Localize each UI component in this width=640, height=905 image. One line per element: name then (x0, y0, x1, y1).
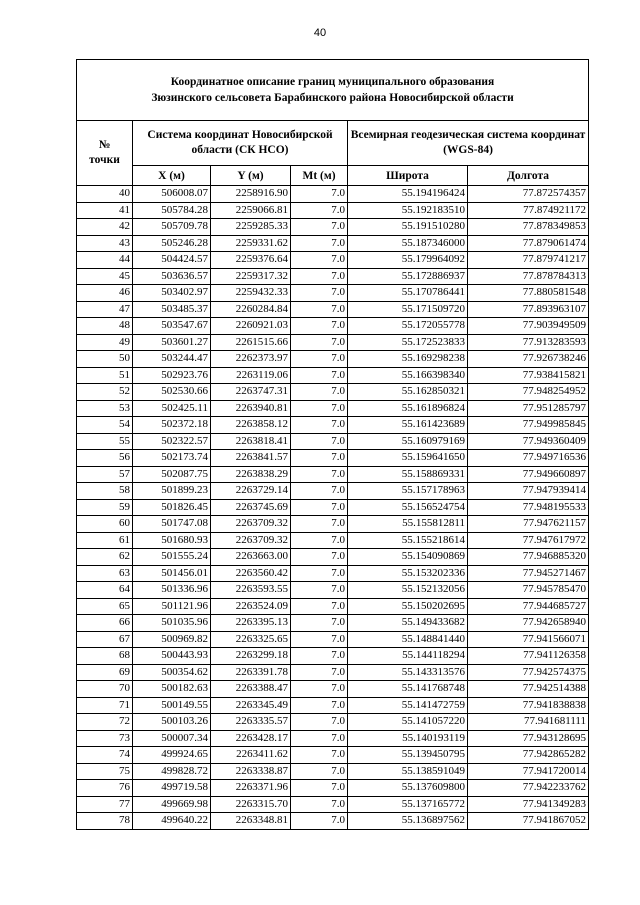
latitude-cell: 55.158869331 (348, 466, 468, 483)
x-cell: 503547.67 (133, 318, 211, 335)
longitude-cell: 77.872574357 (468, 186, 589, 203)
longitude-cell: 77.941566071 (468, 631, 589, 648)
mt-cell: 7.0 (291, 549, 348, 566)
y-cell: 2263709.32 (211, 532, 291, 549)
table-row (77, 565, 589, 582)
x-cell: 501035.96 (133, 615, 211, 632)
point-number-cell: 72 (77, 714, 133, 731)
point-number-cell: 64 (77, 582, 133, 599)
latitude-cell: 55.187346000 (348, 235, 468, 252)
x-cell: 503636.57 (133, 268, 211, 285)
latitude-cell: 55.194196424 (348, 186, 468, 203)
mt-cell: 7.0 (291, 433, 348, 450)
x-cell: 500007.34 (133, 730, 211, 747)
latitude-cell: 55.137609800 (348, 780, 468, 797)
mt-cell: 7.0 (291, 796, 348, 813)
longitude-cell: 77.903949509 (468, 318, 589, 335)
point-number-cell: 63 (77, 565, 133, 582)
mt-cell: 7.0 (291, 417, 348, 434)
longitude-cell: 77.941126358 (468, 648, 589, 665)
longitude-cell: 77.947621157 (468, 516, 589, 533)
longitude-cell: 77.879741217 (468, 252, 589, 269)
table-row (77, 664, 589, 681)
y-cell: 2263818.41 (211, 433, 291, 450)
x-cell: 502425.11 (133, 400, 211, 417)
latitude-cell: 55.154090869 (348, 549, 468, 566)
x-cell: 502322.57 (133, 433, 211, 450)
point-number-cell: 66 (77, 615, 133, 632)
x-cell: 505709.78 (133, 219, 211, 236)
point-number-cell: 61 (77, 532, 133, 549)
longitude-cell: 77.941867052 (468, 813, 589, 830)
table-title (77, 60, 589, 121)
longitude-cell: 77.942514388 (468, 681, 589, 698)
x-cell: 505246.28 (133, 235, 211, 252)
longitude-cell: 77.913283593 (468, 334, 589, 351)
table-row (77, 318, 589, 335)
y-cell: 2259376.64 (211, 252, 291, 269)
latitude-cell: 55.192183510 (348, 202, 468, 219)
table-body (77, 186, 589, 830)
y-cell: 2259317.32 (211, 268, 291, 285)
table-row (77, 648, 589, 665)
table-row (77, 301, 589, 318)
x-cell: 502923.76 (133, 367, 211, 384)
latitude-cell: 55.191510280 (348, 219, 468, 236)
x-cell: 506008.07 (133, 186, 211, 203)
point-number-cell: 78 (77, 813, 133, 830)
longitude-cell: 77.948254952 (468, 384, 589, 401)
longitude-cell: 77.949360409 (468, 433, 589, 450)
x-cell: 501336.96 (133, 582, 211, 599)
nso-system-header: Система координат Новосибирской области (СК НСО) (133, 121, 348, 166)
mt-cell: 7.0 (291, 202, 348, 219)
point-number-word: точки (89, 154, 120, 166)
y-cell: 2263371.96 (211, 780, 291, 797)
latitude-cell: 55.143313576 (348, 664, 468, 681)
latitude-cell: 55.144118294 (348, 648, 468, 665)
longitude-cell: 77.945271467 (468, 565, 589, 582)
longitude-cell: 77.893963107 (468, 301, 589, 318)
x-cell: 501899.23 (133, 483, 211, 500)
table-row (77, 582, 589, 599)
mt-cell: 7.0 (291, 730, 348, 747)
mt-cell: 7.0 (291, 615, 348, 632)
longitude-cell: 77.938415821 (468, 367, 589, 384)
x-cell: 504424.57 (133, 252, 211, 269)
table-row (77, 334, 589, 351)
y-cell: 2263428.17 (211, 730, 291, 747)
mt-cell: 7.0 (291, 400, 348, 417)
latitude-cell: 55.160979169 (348, 433, 468, 450)
table-row (77, 549, 589, 566)
latitude-cell: 55.166398340 (348, 367, 468, 384)
y-cell: 2263745.69 (211, 499, 291, 516)
table-row (77, 186, 589, 203)
mt-cell: 7.0 (291, 268, 348, 285)
point-number-cell: 46 (77, 285, 133, 302)
x-cell: 502173.74 (133, 450, 211, 467)
x-cell: 499828.72 (133, 763, 211, 780)
latitude-cell: 55.161896824 (348, 400, 468, 417)
table-row (77, 730, 589, 747)
latitude-cell: 55.148841440 (348, 631, 468, 648)
table-row (77, 400, 589, 417)
y-column-header: Y (м) (211, 166, 291, 186)
mt-cell: 7.0 (291, 598, 348, 615)
x-cell: 502530.66 (133, 384, 211, 401)
table-row (77, 499, 589, 516)
point-number-cell: 65 (77, 598, 133, 615)
point-number-cell: 43 (77, 235, 133, 252)
x-cell: 501555.24 (133, 549, 211, 566)
point-number-cell: 56 (77, 450, 133, 467)
table-row (77, 268, 589, 285)
table-row (77, 351, 589, 368)
point-number-cell: 44 (77, 252, 133, 269)
longitude-cell: 77.949716536 (468, 450, 589, 467)
y-cell: 2263338.87 (211, 763, 291, 780)
table-row (77, 450, 589, 467)
point-number-cell: 40 (77, 186, 133, 203)
x-cell: 500182.63 (133, 681, 211, 698)
table-row (77, 483, 589, 500)
longitude-cell: 77.946885320 (468, 549, 589, 566)
mt-cell: 7.0 (291, 681, 348, 698)
table-row (77, 615, 589, 632)
longitude-cell: 77.942865282 (468, 747, 589, 764)
x-cell: 501121.96 (133, 598, 211, 615)
table-row (77, 780, 589, 797)
y-cell: 2259066.81 (211, 202, 291, 219)
mt-cell: 7.0 (291, 516, 348, 533)
mt-cell: 7.0 (291, 582, 348, 599)
longitude-cell: 77.947939414 (468, 483, 589, 500)
x-cell: 505784.28 (133, 202, 211, 219)
y-cell: 2263729.14 (211, 483, 291, 500)
longitude-cell: 77.944685727 (468, 598, 589, 615)
x-cell: 501680.93 (133, 532, 211, 549)
y-cell: 2263299.18 (211, 648, 291, 665)
x-cell: 501826.45 (133, 499, 211, 516)
y-cell: 2259285.33 (211, 219, 291, 236)
point-number-cell: 60 (77, 516, 133, 533)
table-row (77, 796, 589, 813)
y-cell: 2263560.42 (211, 565, 291, 582)
point-number-cell: 53 (77, 400, 133, 417)
latitude-cell: 55.152132056 (348, 582, 468, 599)
longitude-cell: 77.941720014 (468, 763, 589, 780)
latitude-cell: 55.172055778 (348, 318, 468, 335)
mt-cell: 7.0 (291, 384, 348, 401)
mt-cell: 7.0 (291, 252, 348, 269)
y-cell: 2260921.03 (211, 318, 291, 335)
y-cell: 2263325.65 (211, 631, 291, 648)
mt-cell: 7.0 (291, 235, 348, 252)
point-number-symbol: № (98, 139, 111, 151)
point-number-cell: 48 (77, 318, 133, 335)
wgs84-system-header: Всемирная геодезическая система координат (WGS-84) (348, 121, 589, 166)
table-row (77, 466, 589, 483)
x-cell: 503402.97 (133, 285, 211, 302)
point-number-cell: 42 (77, 219, 133, 236)
latitude-cell: 55.157178963 (348, 483, 468, 500)
y-cell: 2263411.62 (211, 747, 291, 764)
latitude-column-header: Широта (348, 166, 468, 186)
latitude-cell: 55.161423689 (348, 417, 468, 434)
latitude-cell: 55.139450795 (348, 747, 468, 764)
longitude-column-header: Долгота (468, 166, 589, 186)
mt-cell: 7.0 (291, 219, 348, 236)
table-row (77, 763, 589, 780)
longitude-cell: 77.942574375 (468, 664, 589, 681)
y-cell: 2263395.13 (211, 615, 291, 632)
y-cell: 2263391.78 (211, 664, 291, 681)
y-cell: 2263524.09 (211, 598, 291, 615)
point-number-cell: 62 (77, 549, 133, 566)
point-number-cell: 59 (77, 499, 133, 516)
latitude-cell: 55.172523833 (348, 334, 468, 351)
longitude-cell: 77.942233762 (468, 780, 589, 797)
coordinates-table (76, 59, 589, 830)
table-row (77, 433, 589, 450)
y-cell: 2263663.00 (211, 549, 291, 566)
table-row (77, 367, 589, 384)
y-cell: 2263940.81 (211, 400, 291, 417)
mt-cell: 7.0 (291, 285, 348, 302)
longitude-cell: 77.942658940 (468, 615, 589, 632)
y-cell: 2263315.70 (211, 796, 291, 813)
mt-cell: 7.0 (291, 780, 348, 797)
point-number-cell: 57 (77, 466, 133, 483)
y-cell: 2263838.29 (211, 466, 291, 483)
longitude-cell: 77.951285797 (468, 400, 589, 417)
mt-cell: 7.0 (291, 813, 348, 830)
y-cell: 2263119.06 (211, 367, 291, 384)
longitude-cell: 77.941681111 (468, 714, 589, 731)
x-cell: 500149.55 (133, 697, 211, 714)
latitude-cell: 55.155812811 (348, 516, 468, 533)
point-number-cell: 76 (77, 780, 133, 797)
longitude-cell: 77.941838838 (468, 697, 589, 714)
mt-cell: 7.0 (291, 664, 348, 681)
mt-cell: 7.0 (291, 631, 348, 648)
mt-cell: 7.0 (291, 747, 348, 764)
x-cell: 502372.18 (133, 417, 211, 434)
point-number-cell: 70 (77, 681, 133, 698)
x-cell: 499669.98 (133, 796, 211, 813)
point-number-cell: 50 (77, 351, 133, 368)
y-cell: 2258916.90 (211, 186, 291, 203)
table-row (77, 384, 589, 401)
point-number-cell: 75 (77, 763, 133, 780)
table-row (77, 598, 589, 615)
table-title-line-2: Зюзинского сельсовета Барабинского района Новосибирской области (151, 92, 514, 104)
latitude-cell: 55.169298238 (348, 351, 468, 368)
latitude-cell: 55.172886937 (348, 268, 468, 285)
mt-cell: 7.0 (291, 301, 348, 318)
table-row (77, 714, 589, 731)
table-row (77, 202, 589, 219)
point-number-cell: 54 (77, 417, 133, 434)
latitude-cell: 55.150202695 (348, 598, 468, 615)
point-number-cell: 67 (77, 631, 133, 648)
y-cell: 2259331.62 (211, 235, 291, 252)
longitude-cell: 77.945785470 (468, 582, 589, 599)
x-cell: 501747.08 (133, 516, 211, 533)
point-number-cell: 73 (77, 730, 133, 747)
x-cell: 500969.82 (133, 631, 211, 648)
y-cell: 2263858.12 (211, 417, 291, 434)
table-row (77, 235, 589, 252)
y-cell: 2263747.31 (211, 384, 291, 401)
table-row (77, 219, 589, 236)
mt-cell: 7.0 (291, 697, 348, 714)
point-number-cell: 51 (77, 367, 133, 384)
longitude-cell: 77.878349853 (468, 219, 589, 236)
mt-cell: 7.0 (291, 186, 348, 203)
mt-cell: 7.0 (291, 763, 348, 780)
latitude-cell: 55.153202336 (348, 565, 468, 582)
latitude-cell: 55.141472759 (348, 697, 468, 714)
point-number-cell: 68 (77, 648, 133, 665)
longitude-cell: 77.878784313 (468, 268, 589, 285)
x-cell: 503485.37 (133, 301, 211, 318)
table-row (77, 681, 589, 698)
table-row (77, 285, 589, 302)
mt-cell: 7.0 (291, 532, 348, 549)
latitude-cell: 55.137165772 (348, 796, 468, 813)
table-row (77, 516, 589, 533)
longitude-cell: 77.949985845 (468, 417, 589, 434)
x-cell: 501456.01 (133, 565, 211, 582)
y-cell: 2263709.32 (211, 516, 291, 533)
y-cell: 2262373.97 (211, 351, 291, 368)
table-row (77, 697, 589, 714)
point-number-cell: 55 (77, 433, 133, 450)
x-cell: 499640.22 (133, 813, 211, 830)
table-row (77, 747, 589, 764)
mt-cell: 7.0 (291, 483, 348, 500)
mt-cell: 7.0 (291, 351, 348, 368)
point-number-cell: 74 (77, 747, 133, 764)
longitude-cell: 77.947617972 (468, 532, 589, 549)
x-cell: 500354.62 (133, 664, 211, 681)
longitude-cell: 77.880581548 (468, 285, 589, 302)
latitude-cell: 55.136897562 (348, 813, 468, 830)
latitude-cell: 55.155218614 (348, 532, 468, 549)
mt-cell: 7.0 (291, 648, 348, 665)
x-cell: 499719.58 (133, 780, 211, 797)
y-cell: 2263335.57 (211, 714, 291, 731)
point-number-cell: 47 (77, 301, 133, 318)
x-cell: 500443.93 (133, 648, 211, 665)
longitude-cell: 77.943128695 (468, 730, 589, 747)
latitude-cell: 55.171509720 (348, 301, 468, 318)
latitude-cell: 55.140193119 (348, 730, 468, 747)
point-number-cell: 45 (77, 268, 133, 285)
y-cell: 2259432.33 (211, 285, 291, 302)
mt-cell: 7.0 (291, 714, 348, 731)
mt-cell: 7.0 (291, 334, 348, 351)
mt-cell: 7.0 (291, 367, 348, 384)
latitude-cell: 55.149433682 (348, 615, 468, 632)
mt-cell: 7.0 (291, 466, 348, 483)
y-cell: 2263593.55 (211, 582, 291, 599)
table-row (77, 252, 589, 269)
x-column-header: X (м) (133, 166, 211, 186)
point-number-cell: 41 (77, 202, 133, 219)
y-cell: 2263388.47 (211, 681, 291, 698)
page-number: 40 (313, 27, 327, 39)
latitude-cell: 55.138591049 (348, 763, 468, 780)
y-cell: 2260284.84 (211, 301, 291, 318)
mt-cell: 7.0 (291, 318, 348, 335)
y-cell: 2263348.81 (211, 813, 291, 830)
latitude-cell: 55.162850321 (348, 384, 468, 401)
latitude-cell: 55.156524754 (348, 499, 468, 516)
longitude-cell: 77.926738246 (468, 351, 589, 368)
latitude-cell: 55.170786441 (348, 285, 468, 302)
x-cell: 503601.27 (133, 334, 211, 351)
longitude-cell: 77.941349283 (468, 796, 589, 813)
point-number-cell: 69 (77, 664, 133, 681)
x-cell: 503244.47 (133, 351, 211, 368)
mt-cell: 7.0 (291, 565, 348, 582)
y-cell: 2263841.57 (211, 450, 291, 467)
mt-column-header: Mt (м) (291, 166, 348, 186)
table-row (77, 417, 589, 434)
point-number-cell: 77 (77, 796, 133, 813)
point-number-cell: 71 (77, 697, 133, 714)
table-row (77, 532, 589, 549)
point-number-cell: 52 (77, 384, 133, 401)
table-row (77, 631, 589, 648)
table-title-line-1: Координатное описание границ муниципального образования (170, 76, 495, 88)
longitude-cell: 77.879061474 (468, 235, 589, 252)
mt-cell: 7.0 (291, 499, 348, 516)
y-cell: 2263345.49 (211, 697, 291, 714)
longitude-cell: 77.949660897 (468, 466, 589, 483)
latitude-cell: 55.179964092 (348, 252, 468, 269)
x-cell: 499924.65 (133, 747, 211, 764)
latitude-cell: 55.141057220 (348, 714, 468, 731)
x-cell: 500103.26 (133, 714, 211, 731)
mt-cell: 7.0 (291, 450, 348, 467)
point-number-cell: 49 (77, 334, 133, 351)
longitude-cell: 77.948195533 (468, 499, 589, 516)
y-cell: 2261515.66 (211, 334, 291, 351)
x-cell: 502087.75 (133, 466, 211, 483)
point-number-header (77, 121, 133, 186)
latitude-cell: 55.159641650 (348, 450, 468, 467)
latitude-cell: 55.141768748 (348, 681, 468, 698)
point-number-cell: 58 (77, 483, 133, 500)
longitude-cell: 77.874921172 (468, 202, 589, 219)
table-row (77, 813, 589, 830)
